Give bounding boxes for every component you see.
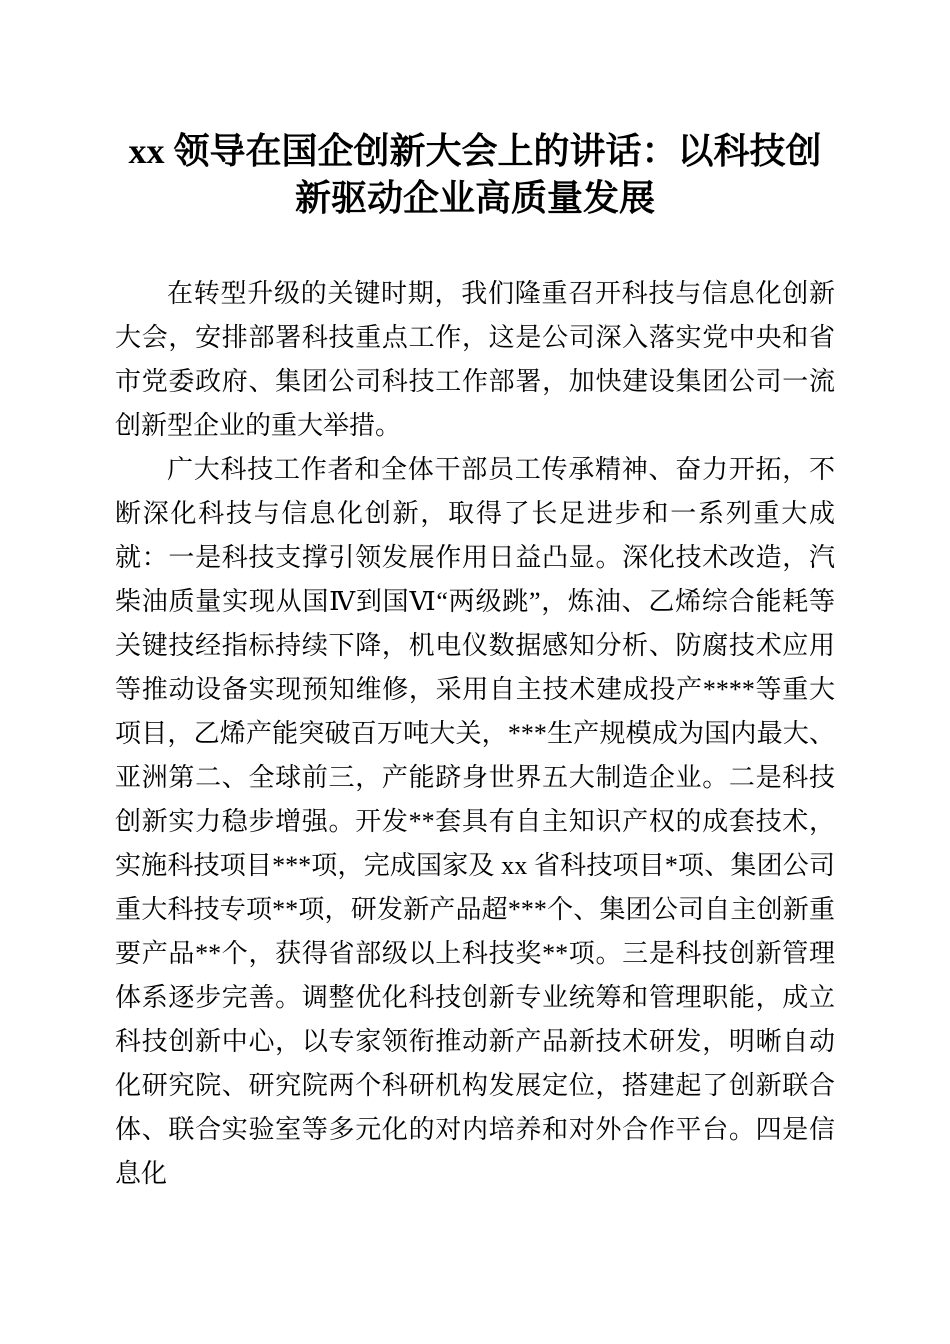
paragraph-intro: 在转型升级的关键时期，我们隆重召开科技与信息化创新大会，安排部署科技重点工作，这是公司深入落实党中央和省市党委政府、集团公司科技工作部署，加快建设集团公司一流创新型企业的重大举措。 bbox=[115, 279, 835, 440]
document-title: xx 领导在国企创新大会上的讲话：以科技创新驱动企业高质量发展 bbox=[128, 131, 822, 218]
document-content bbox=[115, 128, 835, 1196]
paragraph-achievements: 广大科技工作者和全体干部员工传承精神、奋力开拓，不断深化科技与信息化创新，取得了长足进步和一系列重大成就：一是科技支撑引领发展作用日益凸显。深化技术改造，汽柴油质量实现从国Ⅳ到国Ⅵ“两级跳”，炼油、乙烯综合能耗等关键技经指标持续下降，机电仪数据感知分析、防腐技术应用等推动设备实现预知维修，采用自主技术建成投产****等重大项目，乙烯产能突破百万吨大关，***生产规模成为国内最大、亚洲第二、全球前三，产能跻身世界五大制造企业。二是科技创新实力稳步增强。开发**套具有自主知识产权的成套技术，实施科技项目***项，完成国家及 xx 省科技项目*项、集团公司重大科技专项**项，研发新产品超***个、集团公司自主创新重要产品**个，获得省部级以上科技奖**项。三是科技创新管理体系逐步完善。调整优化科技创新专业统筹和管理职能，成立科技创新中心，以专家领衔推动新产品新技术研发，明晰自动化研究院、研究院两个科研机构发展定位，搭建起了创新联合体、联合实验室等多元化的对内培养和对外合作平台。四是信息化 bbox=[115, 455, 835, 1188]
